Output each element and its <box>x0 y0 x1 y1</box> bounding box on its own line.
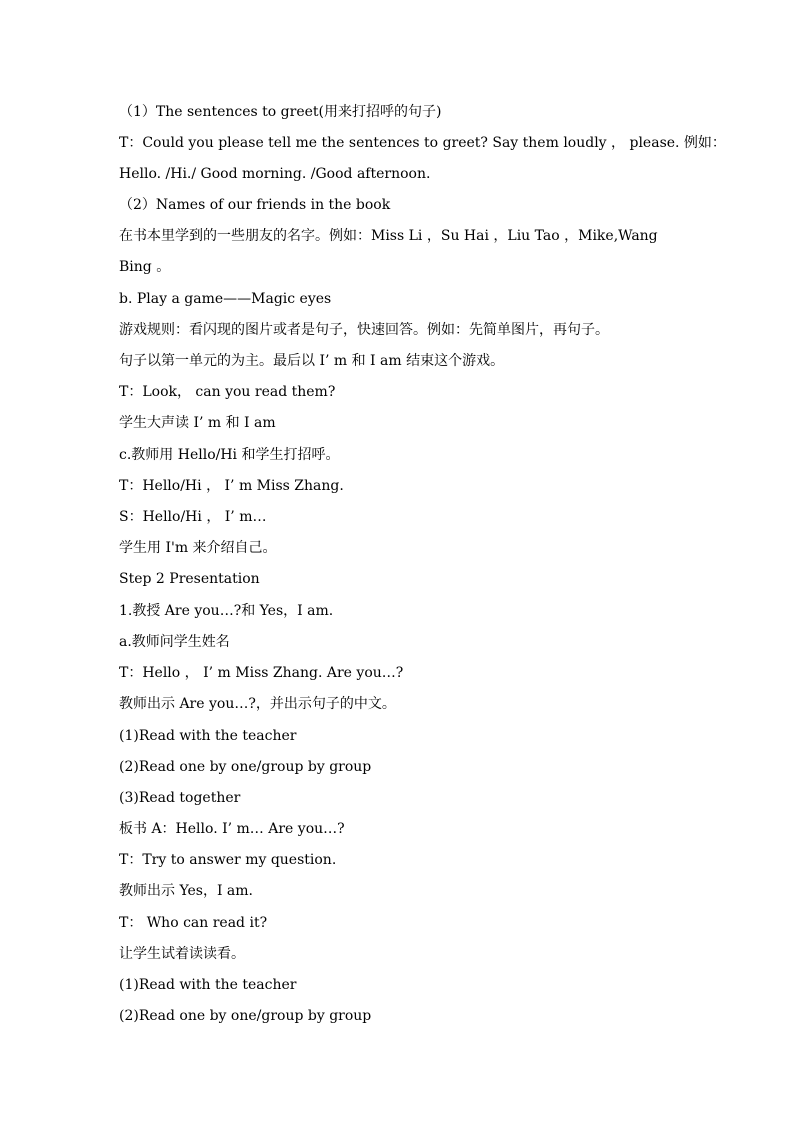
text-line: 在书本里学到的一些朋友的名字。例如：Miss Li ，Su Hai ，Liu Tao ，Mike,Wang <box>119 228 658 244</box>
text-line: S：Hello/Hi ， I’ m… <box>119 509 267 525</box>
text-line: 让学生试着读读看。 <box>119 946 245 962</box>
text-line: (2)Read one by one/group by group <box>119 1008 372 1024</box>
text-line: c.教师用 Hello/Hi 和学生打招呼。 <box>119 447 340 463</box>
text-line: T：Could you please tell me the sentences to greet? Say them loudly ， please. 例如： <box>119 135 726 151</box>
text-line: (2)Read one by one/group by group <box>119 759 372 775</box>
text-line: a.教师问学生姓名 <box>119 634 230 650</box>
text-line: 游戏规则：看闪现的图片或者是句子，快速回答。例如：先简单图片，再句子。 <box>119 322 609 338</box>
text-line: 教师出示 Are you…?，并出示句子的中文。 <box>119 696 396 712</box>
section-heading: Step 2 Presentation <box>119 571 260 587</box>
text-line: 学生大声读 I’ m 和 I am <box>119 415 276 431</box>
text-line: (3)Read together <box>119 790 241 806</box>
text-line: b. Play a game——Magic eyes <box>119 291 332 307</box>
text-line: (1)Read with the teacher <box>119 728 297 744</box>
text-line: T： Who can read it? <box>119 915 268 931</box>
text-line: T：Hello ， I’ m Miss Zhang. Are you…? <box>119 665 404 681</box>
text-line: 板书 A：Hello. I’ m… Are you…? <box>119 821 345 837</box>
text-line: Hello. /Hi./ Good morning. /Good afternoon. <box>119 166 431 182</box>
text-line: T：Hello/Hi ， I’ m Miss Zhang. <box>119 478 344 494</box>
text-line: （2）Names of our friends in the book <box>119 197 391 213</box>
text-line: 学生用 I'm 来介绍自己。 <box>119 540 277 556</box>
text-line: T：Try to answer my question. <box>119 852 337 868</box>
text-line: 句子以第一单元的为主。最后以 I’ m 和 I am 结束这个游戏。 <box>119 353 505 369</box>
text-line: Bing 。 <box>119 259 171 275</box>
text-line: 1.教授 Are you…?和 Yes，I am. <box>119 603 334 619</box>
text-line: 教师出示 Yes，I am. <box>119 883 253 899</box>
text-line: T：Look， can you read them? <box>119 384 336 400</box>
text-line: (1)Read with the teacher <box>119 977 297 993</box>
text-line: （1）The sentences to greet(用来打招呼的句子) <box>119 104 442 120</box>
